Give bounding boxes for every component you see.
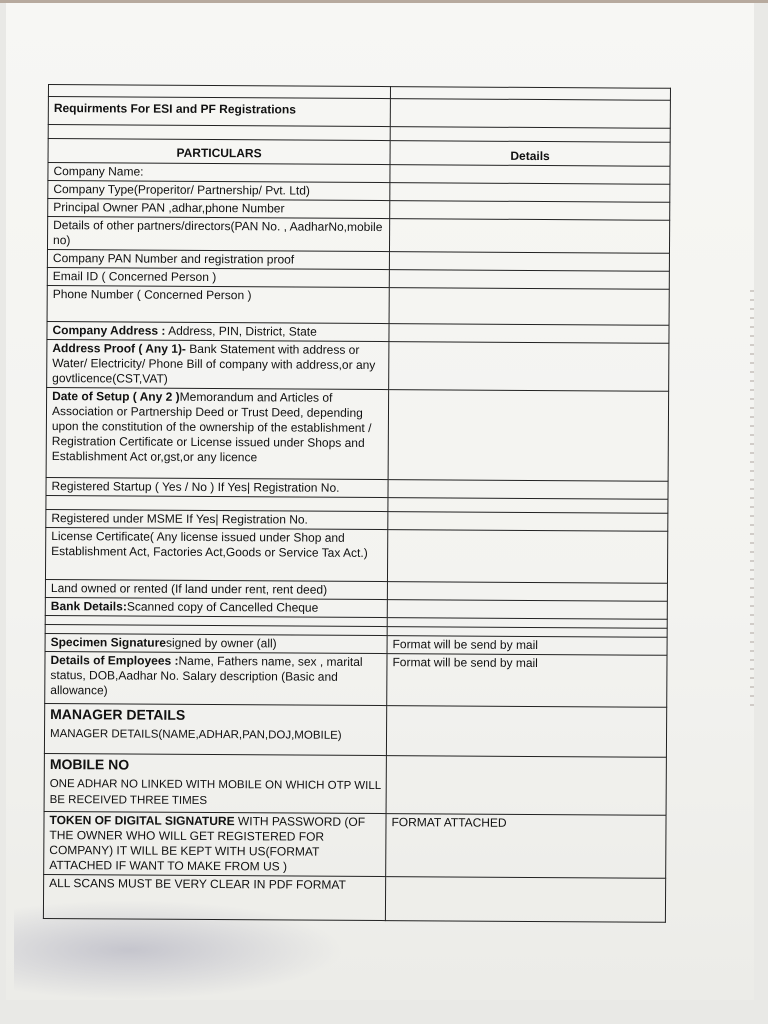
manager-details-row xyxy=(44,703,666,757)
table-row xyxy=(47,339,669,391)
row-label-bold: Address Proof ( Any 1)- xyxy=(52,341,187,356)
particulars-header: PARTICULARS xyxy=(48,139,390,165)
row-label-bold: Details of Employees : xyxy=(50,653,179,668)
row-details xyxy=(386,756,666,816)
row-label: Land owned or rented (If land under rent, rent deed) xyxy=(45,579,387,599)
row-details xyxy=(389,219,669,254)
row-details xyxy=(390,165,670,185)
mobile-no-row xyxy=(44,753,666,815)
token-details: FORMAT ATTACHED xyxy=(386,814,666,879)
row-label: Principal Owner PAN ,adhar,phone Number xyxy=(48,199,390,219)
row-details xyxy=(385,877,665,923)
row-label-text: signed by owner (all) xyxy=(165,635,277,651)
row-details xyxy=(390,201,670,221)
row-label xyxy=(45,633,387,653)
row-details xyxy=(387,582,667,602)
row-label-text: Memorandum and Articles of Association or Partnership Deed or Trust Deed, depending upon the constitution of the ownership of the establishment / Registration Certificate or License issued under Shops and Establishment Act or,gst,or any licence xyxy=(51,389,372,465)
row-label xyxy=(46,387,389,479)
row-label: Company Name: xyxy=(48,163,390,183)
row-details xyxy=(386,706,666,758)
row-label: License Certificate( Any license issued under Shop and Establishment Act, Factories Act,Goods or Service Tax Act.) xyxy=(45,527,387,581)
row-label-bold: Bank Details: xyxy=(50,599,127,614)
manager-details-heading: MANAGER DETAILS xyxy=(50,706,186,723)
row-label xyxy=(47,321,389,341)
row-details xyxy=(389,342,669,392)
row-details xyxy=(389,252,669,272)
row-label-bold: Company Address : xyxy=(52,323,166,338)
row-details: Format will be send by mail xyxy=(387,636,667,656)
token-label-text: WITH PASSWORD (OF THE OWNER WHO WILL GET REGISTERED FOR COMPANY) IT WILL BE KEPT WITH US(FORMAT ATTACHED IF WANT TO MAKE FROM US ) xyxy=(49,814,366,874)
mobile-no-text: ONE ADHAR NO LINKED WITH MOBILE ON WHICH OTP WILL BE RECEIVED THREE TIMES xyxy=(49,778,381,807)
row-details xyxy=(390,183,670,203)
row-label xyxy=(45,597,387,617)
row-label-bold: Specimen Signature xyxy=(50,635,167,650)
row-details xyxy=(387,530,667,584)
table-row xyxy=(46,387,669,481)
registration-requirements-table xyxy=(43,84,671,923)
row-label: Phone Number ( Concerned Person ) xyxy=(47,285,389,323)
row-label-bold: Date of Setup ( Any 2 ) xyxy=(52,389,180,404)
row-label: Email ID ( Concerned Person ) xyxy=(47,267,389,287)
form-title: Requirments For ESI and PF Registrations xyxy=(48,97,390,127)
row-label: Details of other partners/directors(PAN No. , AadharNo,mobile no) xyxy=(47,217,389,252)
table-row xyxy=(47,285,669,325)
row-label: Registered under MSME If Yes| Registration No. xyxy=(46,509,388,529)
title-row xyxy=(48,97,670,129)
row-label: Company Type(Properitor/ Partnership/ Pvt. Ltd) xyxy=(48,181,390,201)
row-label-text: Address, PIN, District, State xyxy=(165,323,317,339)
digital-signature-row xyxy=(44,811,666,878)
mobile-no-heading: MOBILE NO xyxy=(49,756,130,773)
row-details xyxy=(388,480,668,500)
table-row xyxy=(47,217,669,254)
row-label: Registered Startup ( Yes / No ) If Yes| Registration No. xyxy=(46,477,388,497)
row-details xyxy=(389,288,669,326)
row-label-text: Scanned copy of Cancelled Cheque xyxy=(126,599,319,615)
row-details xyxy=(387,600,667,620)
row-details xyxy=(389,324,669,344)
details-header: Details xyxy=(390,141,670,167)
row-label xyxy=(45,651,387,705)
row-label xyxy=(47,339,389,389)
table-row xyxy=(45,527,667,583)
row-label-text: Bank Statement with address or Water/ Electricity/ Phone Bill of company with address,or any govtlicence(CST,VAT) xyxy=(52,341,376,386)
row-label-text: Name, Fathers name, sex , marital status, DOB,Aadhar No. Salary description (Basic and allowance) xyxy=(50,653,363,698)
row-details xyxy=(388,390,669,482)
manager-details-text: MANAGER DETAILS(NAME,ADHAR,PAN,DOJ,MOBILE) xyxy=(49,728,342,742)
row-details: Format will be send by mail xyxy=(387,654,667,708)
scan-top-edge xyxy=(0,0,768,3)
token-label-bold: TOKEN OF DIGITAL SIGNATURE xyxy=(49,813,235,829)
scans-note-row xyxy=(43,874,665,922)
row-details xyxy=(389,270,669,290)
table-row xyxy=(45,651,667,707)
binding-marks xyxy=(750,290,754,710)
scans-note: ALL SCANS MUST BE VERY CLEAR IN PDF FORMAT xyxy=(43,874,385,920)
row-label: Company PAN Number and registration proof xyxy=(47,249,389,269)
row-details xyxy=(388,512,668,532)
